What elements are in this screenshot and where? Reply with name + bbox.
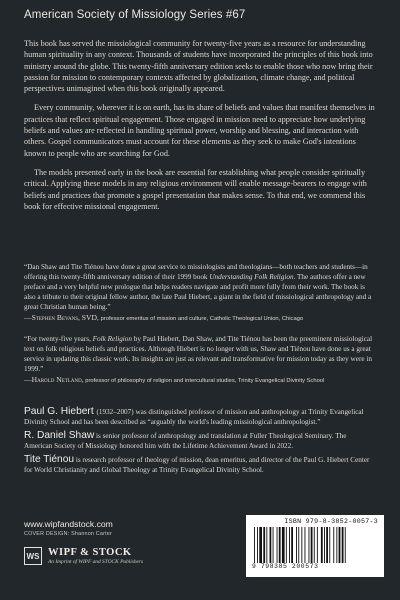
- endorsement-attribution: —Harold Netland, professor of philosophy of religion and intercultural studies, Trinity Evangelical Divinity School: [24, 375, 325, 384]
- author-bio-text: is research professor of theology of mission, dean emeritus, and director of the Paul G. Hiebert Center for World Christianity and Global Theology at Trinity Evangelical Divinity School.: [24, 456, 370, 474]
- barcode-digits: 9 798385 200573: [252, 563, 319, 570]
- endorsements: [24, 262, 376, 396]
- author-bio: [24, 455, 376, 475]
- endorsement: [24, 334, 376, 386]
- publisher-url[interactable]: www.wipfandstock.com: [24, 519, 113, 529]
- endorsement-text: “For twenty-five years,: [24, 335, 93, 343]
- author-name: Tite Tiénou: [24, 454, 75, 465]
- description-paragraph: This book has served the missiological community for twenty-five years as a resource for understanding human spirituality in any context. Thousands of students have incorporated the principles of this book into ministry around the globe. This twenty-fifth anniversary edition seeks to enable those who now bring their passion for mission to contemporary contexts affected by globalization, climate change, and political perspectives unimagined when this book originally appeared.: [24, 39, 373, 94]
- author-bio: [24, 407, 376, 427]
- isbn-label: ISBN 979-8-3852-0057-3: [284, 518, 378, 525]
- endorser-affiliation: professor emeritus of mission and culture, Catholic Theological Union, Chicago: [100, 316, 304, 322]
- series-title: American Society of Missiology Series #67: [24, 9, 246, 21]
- author-bio-text: was distinguished professor of mission and anthropology at Trinity Evangelical Divinity School and has been described as “arguably the world's leading missiological anthropologist.”: [24, 408, 364, 426]
- author-bio: [24, 431, 376, 451]
- endorser-name: Stephen Bevans, SVD: [31, 313, 97, 322]
- book-description: [24, 38, 376, 220]
- publisher-logo: [24, 547, 143, 565]
- publisher-name: WIPF & STOCK: [48, 547, 132, 558]
- barcode-icon: [252, 527, 378, 563]
- endorsement-book-title: Folk Religion: [92, 335, 132, 343]
- endorser-name: Harold Netland: [31, 375, 82, 384]
- endorsement-text: by Paul Hiebert, Dan Shaw, and Tite Tiénou has been the preeminent missiological text on folk religious beliefs and practices. Although Hiebert is no longer with us, Shaw and Tiénou have done us a great service in updating this classic work. Its insights are just as relevant and transformative for mission today as they were in 1999.”: [24, 335, 373, 373]
- endorser-affiliation: professor of philosophy of religion and intercultural studies, Trinity Evangelical Divinity School: [85, 378, 325, 384]
- description-paragraph: The models presented early in the book are essential for establishing what people consider spiritually critical. Applying these models in any religious environment will enable message-bearers to engage with beliefs and practices that promote a gospel presentation that makes sense. To that end, we commend this book for effective missional engagement.: [24, 167, 367, 211]
- isbn-barcode: [246, 515, 384, 577]
- endorsement-text: . The authors offer a new preface and a very helpful new prologue that helps readers navigate and profit more fully from their work. The book is also a tribute to their original fellow author, the late Paul Hiebert, a giant in the field of missiological anthropology and a great Christian human being.”: [24, 273, 372, 311]
- endorsement-attribution: —Stephen Bevans, SVD, professor emeritus of mission and culture, Catholic Theological Union, Chicago: [24, 313, 304, 322]
- author-dates: (1932–2007): [96, 408, 134, 416]
- publisher-imprint: An Imprint of WIPF and STOCK Publishers: [48, 559, 144, 565]
- author-name: R. Daniel Shaw: [24, 430, 95, 441]
- publisher-logo-icon: WS: [24, 547, 42, 565]
- endorsement-book-title: Understanding Folk Religion: [209, 273, 294, 281]
- author-name: Paul G. Hiebert: [24, 406, 94, 417]
- endorsement-text: “Dan Shaw and Tite Tiénou have done a great service to missiologists and theologians—both teachers and students—in offering this twenty-fifth anniversary edition of their 1999 book: [24, 263, 368, 281]
- author-bios: [24, 407, 376, 479]
- description-paragraph: Every community, wherever it is on earth, has its share of beliefs and values that manifest themselves in practices that reflect spiritual engagement. Those engaged in mission need to appreciate how underlying beliefs and values are reflected in handling spiritual power, worship and blessing, and interaction with others. Gospel communicators must account for these elements as they seek to make God's intentions known to people who are searching for God.: [24, 103, 375, 158]
- publisher-block: [24, 519, 143, 565]
- endorsement: [24, 262, 376, 324]
- author-bio-text: is senior professor of anthropology and translation at Fuller Theological Seminary. The American Society of Missiology honored him with the Lifetime Achievement Award in 2022.: [24, 432, 347, 450]
- cover-design-credit: COVER DESIGN: Shannon Carter: [24, 531, 112, 537]
